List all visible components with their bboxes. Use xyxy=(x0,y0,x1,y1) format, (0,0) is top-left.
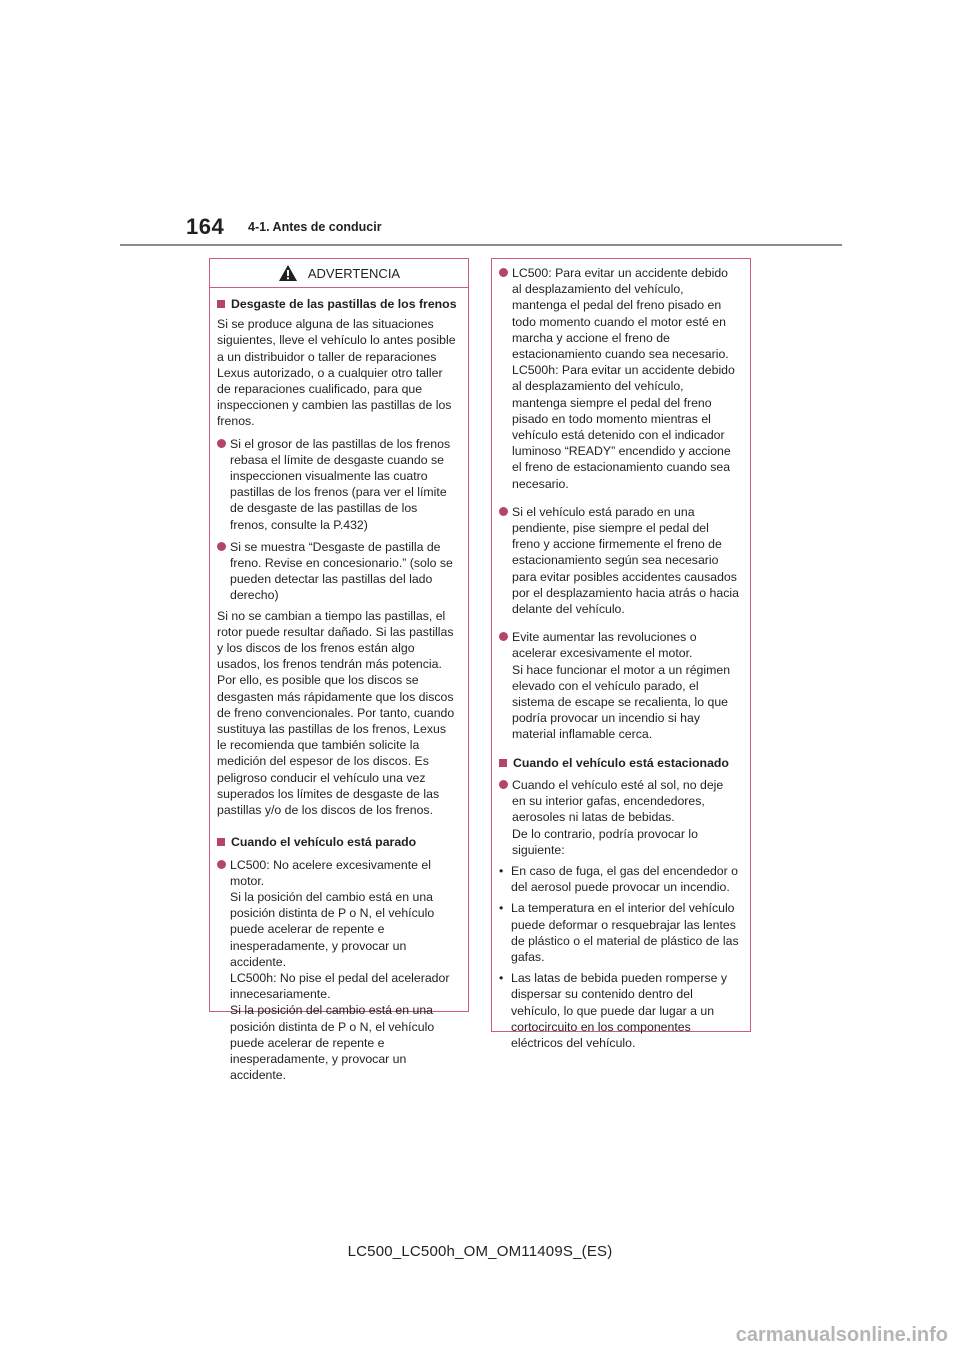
manual-code-footer: LC500_LC500h_OM_OM11409S_(ES) xyxy=(347,1243,613,1260)
heading-vehicle-parked xyxy=(499,755,740,771)
square-bullet-icon xyxy=(499,759,507,767)
list-item-text: Cuando el vehículo esté al sol, no deje en su interior gafas, encendedores, aerosoles ni latas de bebidas. xyxy=(512,777,724,825)
watermark: carmanualsonline.info xyxy=(735,1324,948,1346)
list-item-text: LC500h: No pise el pedal del acelerador innecesariamente. xyxy=(230,970,450,1002)
paragraph: Si no se cambian a tiempo las pastillas, el rotor puede resultar dañado. Si las pastillas y los discos de los frenos están algo usados, los frenos tendrán más potencia. Por ello, es posible que los discos se desgasten más rápidamente que los discos de freno convencionales. Por tanto, cuando sustituya las pastillas de los frenos, Lexus le recomienda que también solicite la medición del espesor de los discos. Es peligroso conducir el vehículo una vez superados los límites de desgaste de las pastillas y/o de los discos de los frenos. xyxy=(217,608,455,818)
heading-text: Cuando el vehículo está estacionado xyxy=(513,755,729,770)
round-bullet-icon xyxy=(499,268,508,277)
heading-vehicle-stopped xyxy=(217,834,458,850)
heading-brake-pad-wear xyxy=(217,296,458,312)
warning-header xyxy=(210,259,468,288)
list-item-text: LC500: Para evitar un accidente debido al desplazamiento del vehículo, mantenga el pedal del freno pisado en todo momento cuando el motor esté en marcha y accione el freno de estacionamiento cuando sea necesario. xyxy=(512,266,729,362)
heading-text: Cuando el vehículo está parado xyxy=(231,835,417,850)
sub-list-item-text: La temperatura en el interior del vehículo puede deformar o resquebrajar las lentes de plástico o el material de plástico de las gafas. xyxy=(511,901,739,964)
list-item-text: LC500: No acelere excesivamente el motor. xyxy=(230,857,431,888)
sub-list-item xyxy=(499,900,740,965)
square-bullet-icon xyxy=(217,300,225,308)
list-item-text: De lo contrario, podría provocar lo siguiente: xyxy=(512,826,698,857)
warning-box-left xyxy=(209,258,469,1083)
round-bullet-icon xyxy=(499,632,508,641)
list-item-text: Si se muestra “Desgaste de pastilla de freno. Revise en concesionario.” (solo se pueden detectar las pastillas del lado derecho) xyxy=(230,539,453,603)
list-item-text: Evite aumentar las revoluciones o acelerar excesivamente el motor. xyxy=(512,630,697,661)
list-item xyxy=(217,436,458,533)
heading-text: Desgaste de las pastillas de los frenos xyxy=(231,297,457,311)
list-item-text: Si la posición del cambio está en una posición distinta de P o N, el vehículo puede acelerar de repente e inesperadamente, y provocar un accidente. xyxy=(230,889,435,969)
small-bullet-icon: • xyxy=(499,901,504,916)
sub-list-item xyxy=(499,863,740,895)
paragraph: Si se produce alguna de las situaciones siguientes, lleve el vehículo lo antes posible a un distribuidor o taller de reparaciones Lexus autorizado, o a cualquier otro taller de reparaciones cualificado, para que inspeccionen y cambien las pastillas de los frenos. xyxy=(217,317,456,429)
list-item-text: Si el grosor de las pastillas de los frenos rebasa el límite de desgaste cuando se inspeccionen visualmente las cuatro pastillas de los frenos (para ver el límite de desgaste de las pastillas de los frenos, consulte la P.432) xyxy=(230,436,451,532)
list-item xyxy=(499,265,740,492)
list-item xyxy=(217,539,458,604)
warning-title: ADVERTENCIA xyxy=(307,265,401,281)
round-bullet-icon xyxy=(217,439,226,448)
list-item-text: LC500h: Para evitar un accidente debido al desplazamiento del vehículo, mantenga siempre el pedal del freno pisado en todo momento mientras el vehículo está detenido con el indicador luminoso “READY” encendido y accione el freno de estacionamiento cuando sea necesario. xyxy=(512,363,735,491)
round-bullet-icon xyxy=(217,860,226,869)
sub-list-item-text: En caso de fuga, el gas del encendedor o del aerosol puede provocar un incendio. xyxy=(511,863,738,895)
small-bullet-icon: • xyxy=(499,971,504,986)
sub-list-item-text: Las latas de bebida pueden romperse y dispersar su contenido dentro del vehículo, lo que puede dar lugar a un cortocircuito en los componentes eléctricos del vehículo. xyxy=(511,971,728,1050)
warning-box-right xyxy=(491,258,751,1050)
round-bullet-icon xyxy=(499,507,508,516)
square-bullet-icon xyxy=(217,838,225,846)
warning-triangle-icon xyxy=(278,264,298,282)
list-item-text: Si hace funcionar el motor a un régimen elevado con el vehículo parado, el sistema de escape se recalienta, lo que podría provocar un incendio si hay material inflamable cerca. xyxy=(512,662,731,742)
section-title: 4-1. Antes de conducir xyxy=(248,220,382,234)
small-bullet-icon: • xyxy=(499,863,504,878)
sub-list-item xyxy=(499,970,740,1051)
page-number: 164 xyxy=(186,214,225,239)
list-item-text: Si la posición del cambio está en una posición distinta de P o N, el vehículo puede acelerar de repente e inesperadamente, y provocar un accidente. xyxy=(230,1003,435,1083)
list-item xyxy=(217,857,458,1084)
header-rule xyxy=(120,244,842,246)
round-bullet-icon xyxy=(217,542,226,551)
list-item xyxy=(499,629,740,742)
list-item-text: Si el vehículo está parado en una pendiente, pise siempre el pedal del freno y accione firmemente el freno de estacionamiento según sea necesario para evitar posibles accidentes causados por el desplazamiento hacia atrás o hacia delante del vehículo. xyxy=(512,504,739,617)
round-bullet-icon xyxy=(499,780,508,789)
list-item xyxy=(499,777,740,858)
list-item xyxy=(499,504,740,617)
